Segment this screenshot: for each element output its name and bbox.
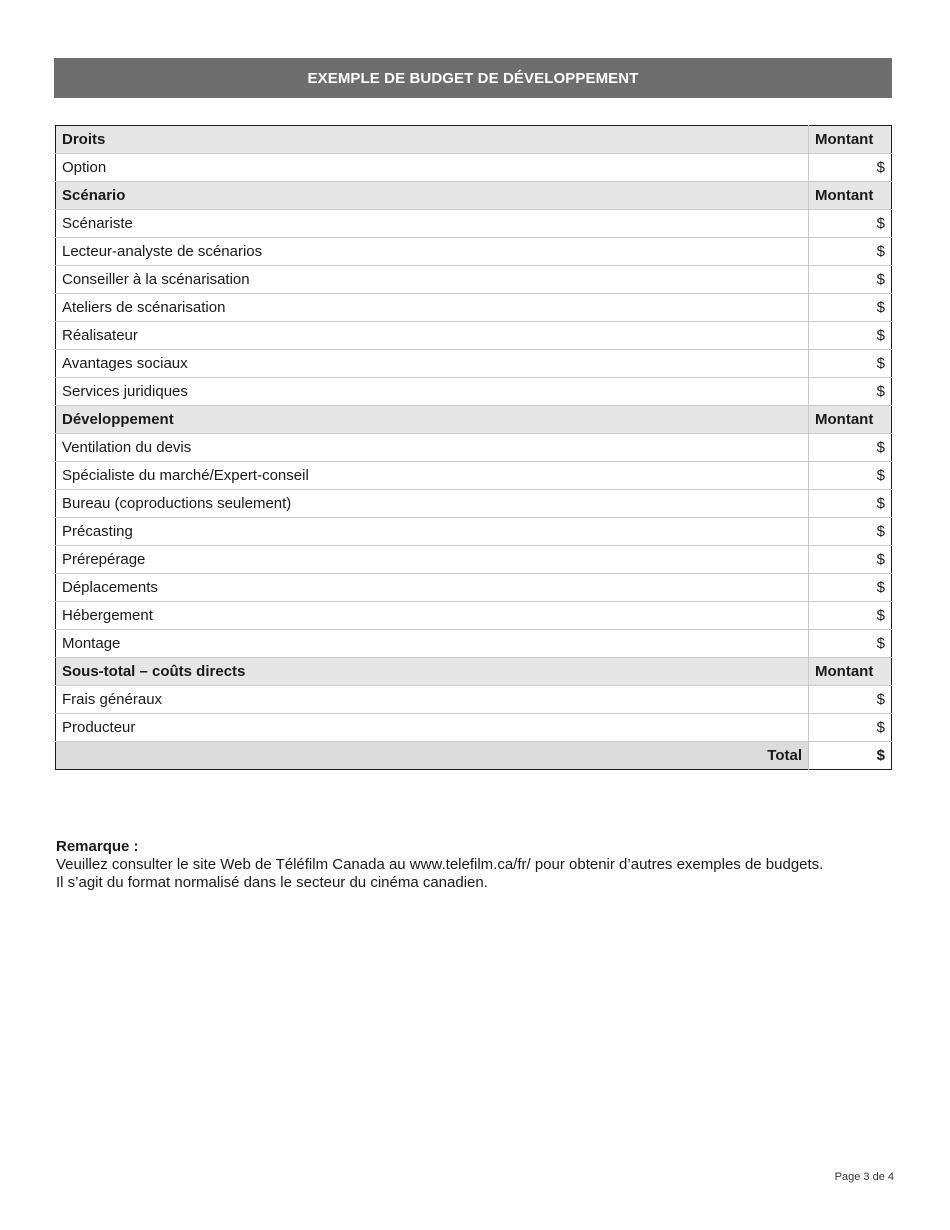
table-row — [56, 154, 892, 182]
table-row — [56, 686, 892, 714]
table-row — [56, 518, 892, 546]
amount-column-header: Montant — [809, 126, 892, 154]
row-amount: $ — [809, 490, 892, 518]
row-label: Précasting — [56, 518, 809, 546]
remark-block — [56, 838, 823, 892]
table-row — [56, 266, 892, 294]
row-label: Ateliers de scénarisation — [56, 294, 809, 322]
total-row — [56, 742, 892, 770]
section-heading: Droits — [56, 126, 809, 154]
row-amount: $ — [809, 350, 892, 378]
table-row — [56, 630, 892, 658]
section-heading: Scénario — [56, 182, 809, 210]
row-amount: $ — [809, 686, 892, 714]
table-row — [56, 294, 892, 322]
section-header-developpement — [56, 406, 892, 434]
total-amount: $ — [809, 742, 892, 770]
table-row — [56, 714, 892, 742]
row-label: Producteur — [56, 714, 809, 742]
row-amount: $ — [809, 154, 892, 182]
row-label: Scénariste — [56, 210, 809, 238]
table-row — [56, 602, 892, 630]
row-amount: $ — [809, 714, 892, 742]
total-label: Total — [56, 742, 809, 770]
row-label: Conseiller à la scénarisation — [56, 266, 809, 294]
row-label: Hébergement — [56, 602, 809, 630]
remark-line: Il s’agit du format normalisé dans le secteur du cinéma canadien. — [56, 874, 488, 891]
row-amount: $ — [809, 518, 892, 546]
table-row — [56, 574, 892, 602]
row-amount: $ — [809, 322, 892, 350]
row-amount: $ — [809, 210, 892, 238]
row-label: Déplacements — [56, 574, 809, 602]
row-label: Lecteur-analyste de scénarios — [56, 238, 809, 266]
row-amount: $ — [809, 266, 892, 294]
section-heading: Développement — [56, 406, 809, 434]
remark-line: Veuillez consulter le site Web de Téléfilm Canada au www.telefilm.ca/fr/ pour obtenir d’autres exemples de budgets. — [56, 856, 824, 873]
table-row — [56, 238, 892, 266]
row-label: Prérepérage — [56, 546, 809, 574]
remark-title: Remarque : — [56, 838, 139, 855]
row-amount: $ — [809, 602, 892, 630]
page-number: Page 3 de 4 — [834, 1171, 894, 1183]
row-amount: $ — [809, 434, 892, 462]
row-amount: $ — [809, 378, 892, 406]
table-row — [56, 490, 892, 518]
table-row — [56, 462, 892, 490]
row-amount: $ — [809, 574, 892, 602]
amount-column-header: Montant — [809, 658, 892, 686]
amount-column-header: Montant — [809, 406, 892, 434]
row-label: Réalisateur — [56, 322, 809, 350]
row-amount: $ — [809, 238, 892, 266]
row-amount: $ — [809, 546, 892, 574]
row-label: Bureau (coproductions seulement) — [56, 490, 809, 518]
row-label: Ventilation du devis — [56, 434, 809, 462]
amount-column-header: Montant — [809, 182, 892, 210]
budget-table — [55, 125, 892, 770]
section-heading: Sous-total – coûts directs — [56, 658, 809, 686]
row-label: Spécialiste du marché/Expert-conseil — [56, 462, 809, 490]
row-label: Services juridiques — [56, 378, 809, 406]
row-label: Frais généraux — [56, 686, 809, 714]
table-row — [56, 210, 892, 238]
section-header-scenario — [56, 182, 892, 210]
section-header-sous-total — [56, 658, 892, 686]
table-row — [56, 350, 892, 378]
row-amount: $ — [809, 630, 892, 658]
row-label: Option — [56, 154, 809, 182]
row-amount: $ — [809, 462, 892, 490]
table-row — [56, 378, 892, 406]
row-label: Montage — [56, 630, 809, 658]
document-title: EXEMPLE DE BUDGET DE DÉVELOPPEMENT — [54, 58, 892, 98]
row-label: Avantages sociaux — [56, 350, 809, 378]
row-amount: $ — [809, 294, 892, 322]
table-row — [56, 434, 892, 462]
table-row — [56, 546, 892, 574]
section-header-droits — [56, 126, 892, 154]
table-row — [56, 322, 892, 350]
